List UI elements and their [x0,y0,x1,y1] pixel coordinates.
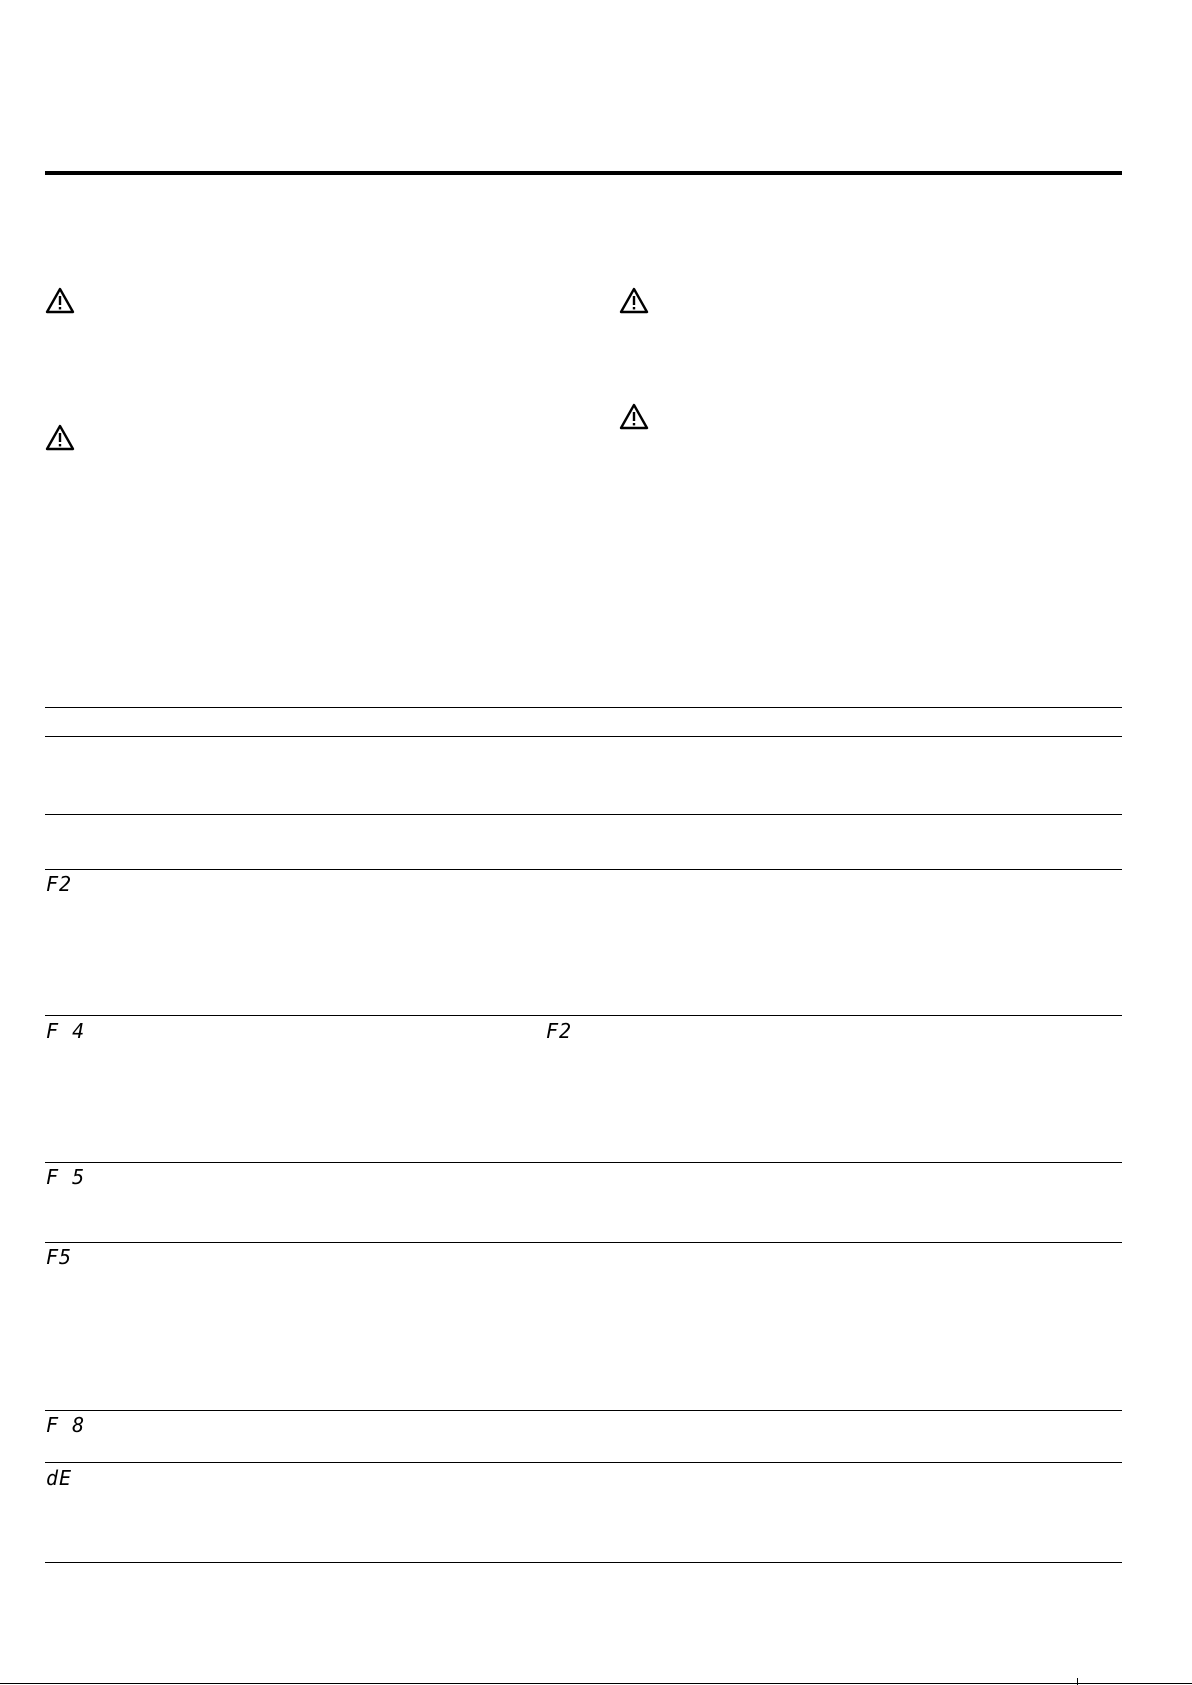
table-rule [45,1015,1122,1016]
table-rule [45,736,1122,737]
warning-icon [45,287,75,314]
error-code: F5 [46,1245,73,1269]
footer-divider [1077,1678,1078,1685]
table-rule [45,1242,1122,1243]
error-code: F 4 [46,1019,86,1043]
table-rule [45,814,1122,815]
table-rule [45,1562,1122,1563]
footer-rule [0,1683,1192,1684]
error-code: F2 [46,872,73,896]
error-code-secondary: F2 [546,1019,573,1043]
error-code: F 8 [46,1413,86,1437]
warning-icon [619,287,649,314]
table-rule [45,1410,1122,1411]
table-rule [45,1162,1122,1163]
table-rule [45,707,1122,708]
warning-icon [45,424,75,451]
header-rule [45,171,1122,175]
table-rule [45,1462,1122,1463]
table-rule [45,869,1122,870]
warning-icon [619,403,649,430]
error-code: dE [46,1466,73,1490]
error-code: F 5 [46,1165,86,1189]
